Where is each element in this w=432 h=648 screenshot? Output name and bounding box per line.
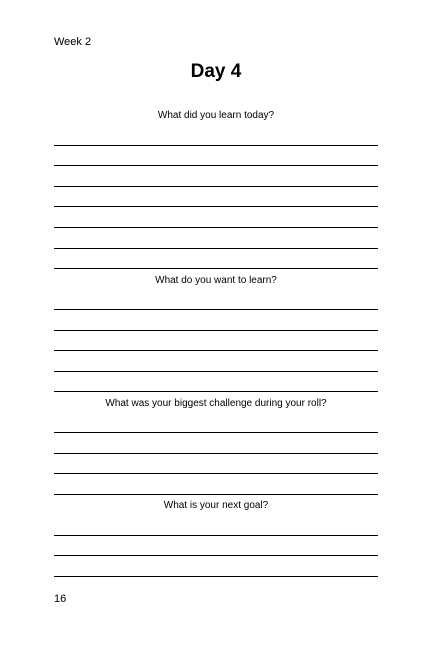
writing-line[interactable] — [54, 268, 378, 269]
writing-line[interactable] — [54, 145, 378, 146]
writing-line[interactable] — [54, 248, 378, 249]
prompt-next-goal: What is your next goal? — [163, 500, 269, 511]
writing-line[interactable] — [54, 206, 378, 207]
writing-line[interactable] — [54, 391, 378, 392]
writing-line[interactable] — [54, 555, 378, 556]
writing-line[interactable] — [54, 227, 378, 228]
writing-line[interactable] — [54, 330, 378, 331]
writing-line[interactable] — [54, 371, 378, 372]
writing-line[interactable] — [54, 535, 378, 536]
writing-line[interactable] — [54, 309, 378, 310]
prompt-want-to-learn: What do you want to learn? — [155, 275, 277, 286]
writing-line[interactable] — [54, 453, 378, 454]
page-title: Day 4 — [190, 61, 242, 82]
prompt-biggest-challenge: What was your biggest challenge during your roll? — [105, 398, 327, 409]
writing-line[interactable] — [54, 165, 378, 166]
writing-line[interactable] — [54, 494, 378, 495]
writing-line[interactable] — [54, 473, 378, 474]
week-label: Week 2 — [54, 36, 92, 48]
writing-line[interactable] — [54, 186, 378, 187]
writing-line[interactable] — [54, 576, 378, 577]
prompt-learned-today: What did you learn today? — [157, 110, 275, 121]
page-number: 16 — [54, 593, 67, 605]
writing-line[interactable] — [54, 432, 378, 433]
writing-line[interactable] — [54, 350, 378, 351]
